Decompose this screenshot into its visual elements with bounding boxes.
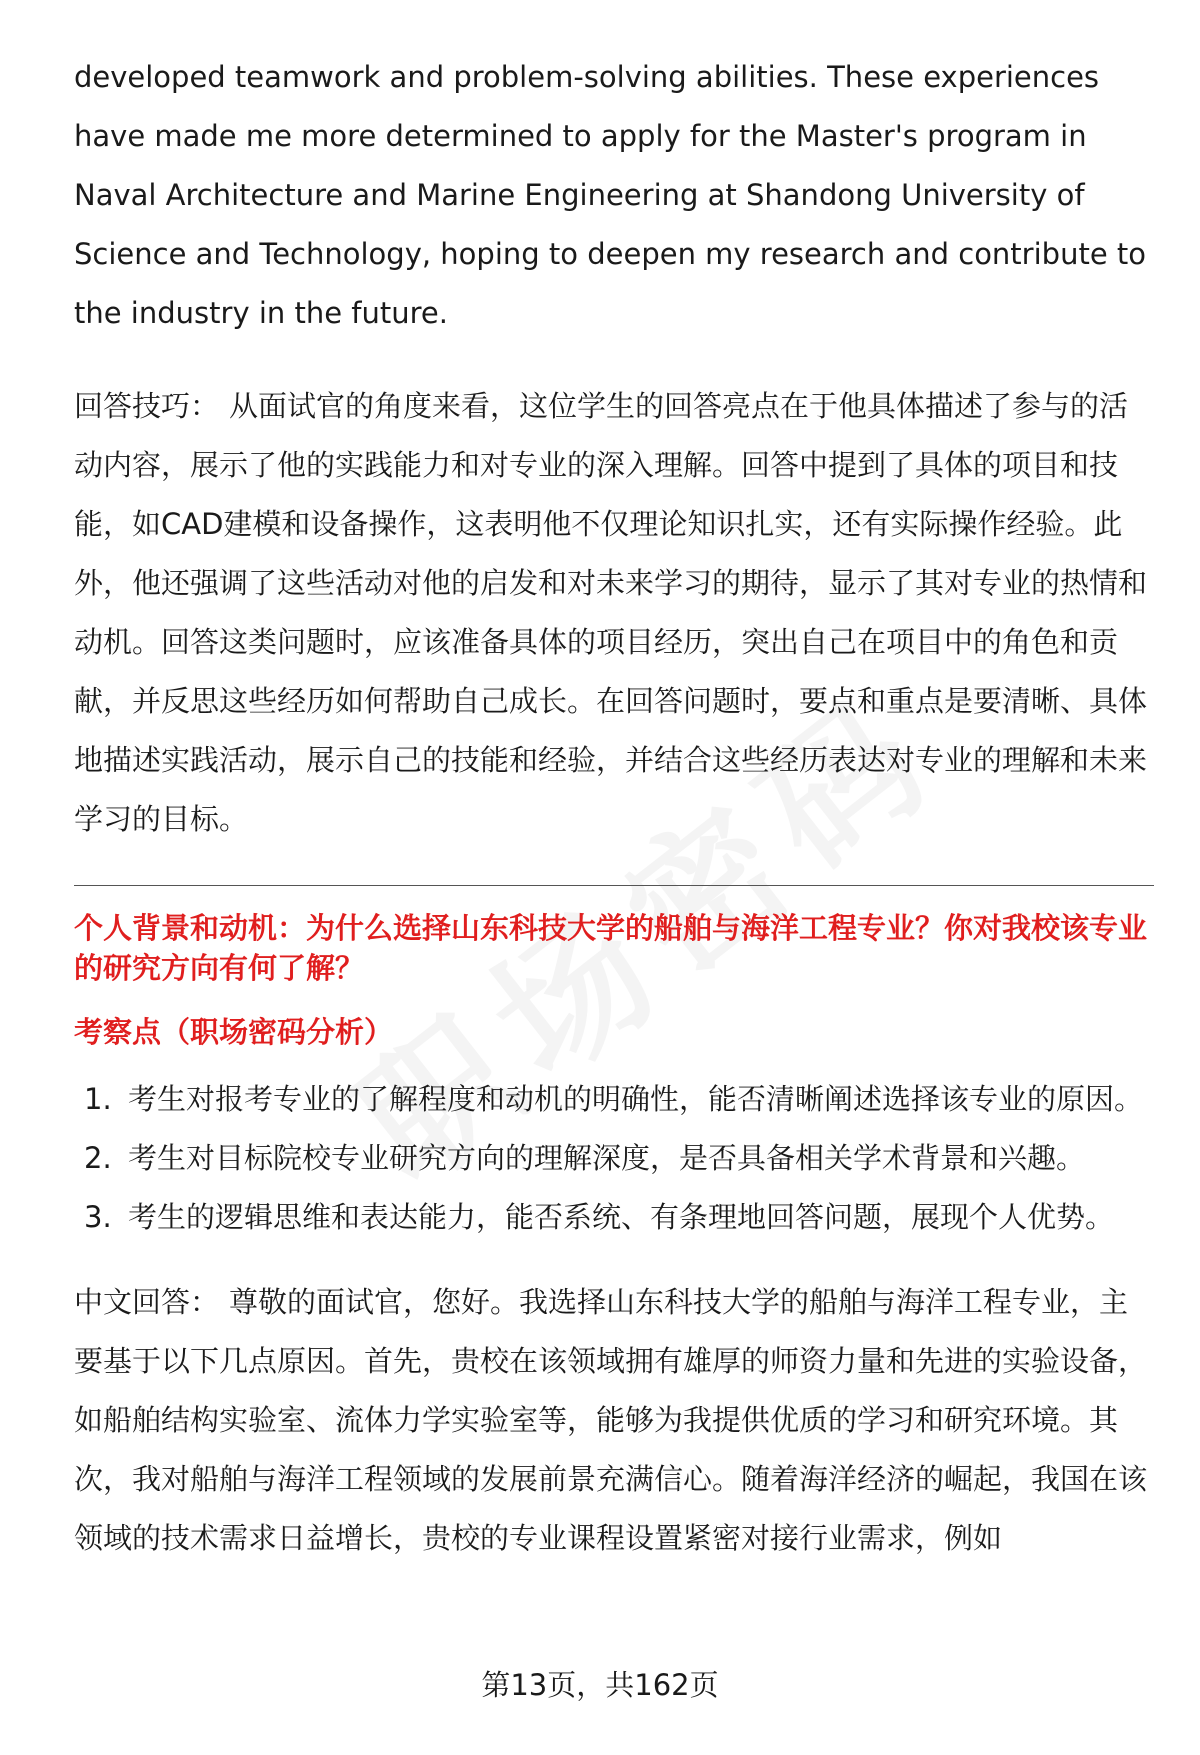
list-item-text: 考生对报考专业的了解程度和动机的明确性，能否清晰阐述选择该专业的原因。 [128,1082,1144,1116]
chinese-answer-label: 中文回答： [74,1285,220,1319]
page-number: 第13页，共162页 [481,1668,719,1702]
analysis-heading: 考察点（职场密码分析） [74,1015,394,1049]
list-item [74,1070,1154,1129]
list-item-number: 3. [84,1200,112,1234]
question-heading: 个人背景和动机：为什么选择山东科技大学的船舶与海洋工程专业？你对我校该专业的研究方向有何了解？ [74,911,1148,985]
answer-tips [74,377,1154,849]
list-item-number: 2. [84,1141,112,1175]
list-item [74,1188,1154,1247]
list-item [74,1129,1154,1188]
list-item-number: 1. [84,1082,112,1116]
chinese-answer [74,1273,1154,1568]
intro-paragraph: developed teamwork and problem-solving abilities. These experiences have made me more determined to apply for the Master's program in Naval Architecture and Marine Engineering at Shandong University of Science and Technology, hoping to deepen my research and contribute to the industry in the future. [74,60,1146,330]
list-item-text: 考生的逻辑思维和表达能力，能否系统、有条理地回答问题，展现个人优势。 [128,1200,1115,1234]
answer-tips-label: 回答技巧： [74,389,220,423]
document-page [74,48,1154,1568]
analysis-points [74,1070,1154,1247]
section-divider [74,885,1154,886]
answer-tips-text: 从面试官的角度来看，这位学生的回答亮点在于他具体描述了参与的活动内容，展示了他的实践能力和对专业的深入理解。回答中提到了具体的项目和技能，如CAD建模和设备操作，这表明他不仅理论知识扎实，还有实际操作经验。此外，他还强调了这些活动对他的启发和对未来学习的期待，显示了其对专业的热情和动机。回答这类问题时，应该准备具体的项目经历，突出自己在项目中的角色和贡献，并反思这些经历如何帮助自己成长。在回答问题时，要点和重点是要清晰、具体地描述实践活动，展示自己的技能和经验，并结合这些经历表达对专业的理解和未来学习的目标。 [74,389,1148,836]
chinese-answer-text: 尊敬的面试官，您好。我选择山东科技大学的船舶与海洋工程专业，主要基于以下几点原因。首先，贵校在该领域拥有雄厚的师资力量和先进的实验设备，如船舶结构实验室、流体力学实验室等，能够为我提供优质的学习和研究环境。其次，我对船舶与海洋工程领域的发展前景充满信心。随着海洋经济的崛起，我国在该领域的技术需求日益增长，贵校的专业课程设置紧密对接行业需求，例如 [74,1285,1148,1555]
list-item-text: 考生对目标院校专业研究方向的理解深度，是否具备相关学术背景和兴趣。 [128,1141,1086,1175]
